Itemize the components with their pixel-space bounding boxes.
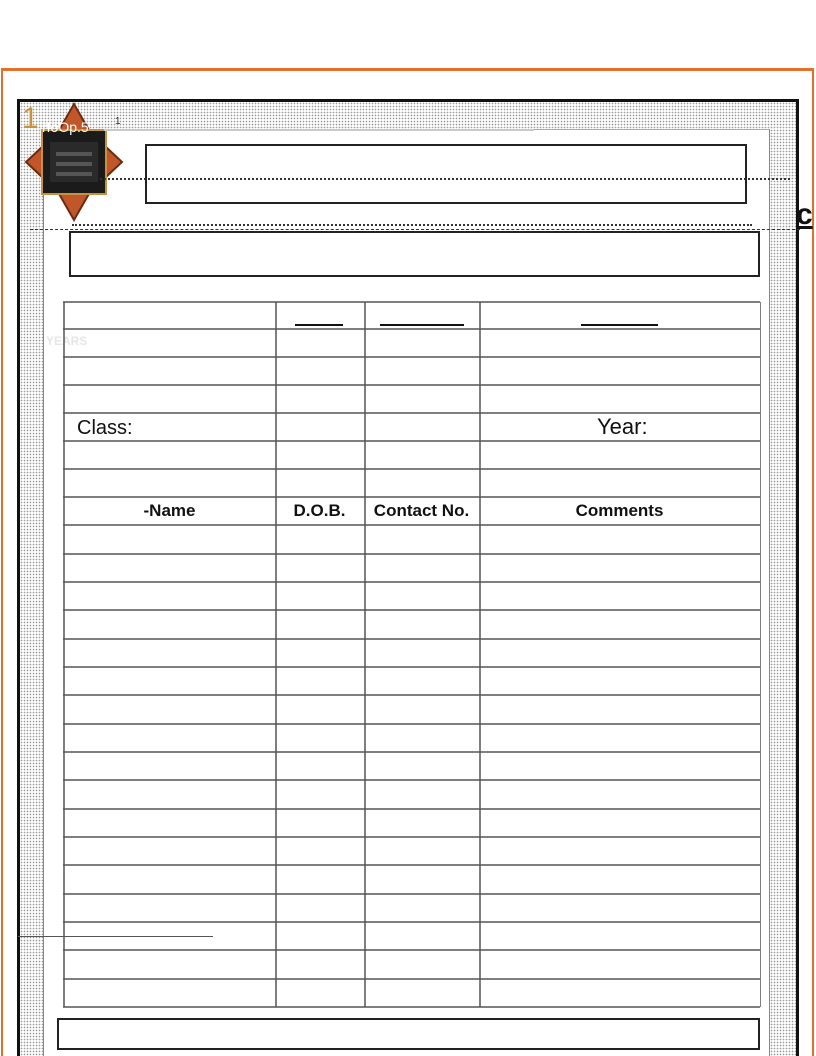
dotted-rule: [72, 224, 752, 226]
header-underline: [295, 324, 343, 326]
edge-glyph: c: [796, 198, 813, 231]
dotted-rule: [104, 129, 534, 131]
table-grid: [63, 301, 761, 1008]
badge-label: rfoOp.5: [42, 119, 89, 135]
header-underline: [380, 324, 464, 326]
faint-watermark-text: YEARS: [46, 334, 88, 348]
badge-number: 1: [22, 102, 39, 135]
header-underline: [581, 324, 658, 326]
class-label: Class:: [77, 417, 133, 439]
title-box[interactable]: [145, 144, 747, 204]
column-header-comments: Comments: [575, 501, 664, 520]
column-header-name: -Name: [143, 501, 196, 520]
subtitle-box[interactable]: [69, 231, 760, 277]
dotted-rule: [30, 229, 800, 230]
year-label: Year:: [597, 414, 648, 439]
register-table: [63, 301, 761, 1008]
footer-box[interactable]: [57, 1018, 760, 1050]
column-header-dob: D.O.B.: [293, 501, 346, 520]
column-header-contact: Contact No.: [373, 501, 470, 520]
badge-small-mark: 1: [115, 116, 121, 127]
stray-rule: [18, 936, 213, 937]
